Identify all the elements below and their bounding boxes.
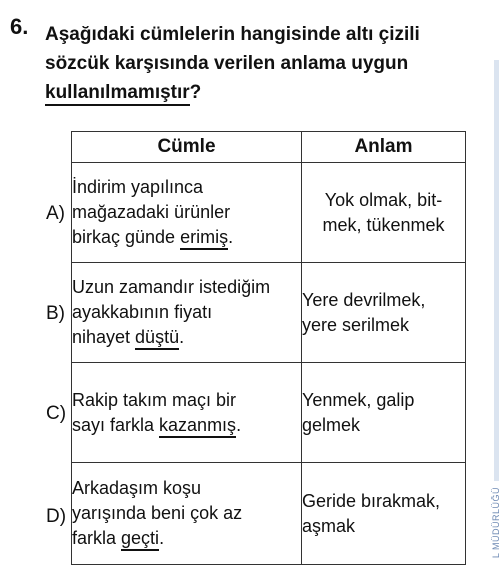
table-row <box>72 163 466 263</box>
table-header-row <box>72 132 466 163</box>
underlined-word-a: erimiş <box>180 227 228 250</box>
underlined-word-c: kazanmış <box>159 415 236 438</box>
meaning-cell-c: Yenmek, galip gelmek <box>302 363 466 463</box>
option-c-label: C) <box>46 403 67 424</box>
meaning-cell-a: Yok olmak, bit- mek, tükenmek <box>302 163 466 263</box>
header-sentence: Cümle <box>72 132 302 163</box>
side-stamp-text: L MÜDÜRLÜĞÜ <box>491 486 501 558</box>
table-row <box>72 363 466 463</box>
option-d-label: D) <box>46 506 67 527</box>
sentence-cell-a: İndirim yapılınca mağazadaki ürünler birkaç günde erimiş. <box>72 163 302 263</box>
table-row <box>72 263 466 363</box>
meaning-cell-b: Yere devrilmek, yere serilmek <box>302 263 466 363</box>
sentence-cell-d: Arkadaşım koşu yarışında beni çok az farkla geçti. <box>72 463 302 565</box>
question-line-2: sözcük karşısında verilen anlama uygun <box>45 53 409 74</box>
question-text <box>45 20 475 107</box>
underlined-word-b: düştü <box>135 327 179 350</box>
question-line-3 <box>45 78 475 107</box>
underlined-word-d: geçti <box>121 528 159 551</box>
side-margin-strip <box>490 60 502 558</box>
question-underlined-word: kullanılmamıştır <box>45 82 190 106</box>
sentence-cell-b: Uzun zamandır istediğim ayakkabının fiyatı nihayet düştü. <box>72 263 302 363</box>
question-mark: ? <box>189 82 202 103</box>
question-number: 6. <box>10 14 29 39</box>
table-row <box>72 463 466 565</box>
question-line-1: Aşağıdaki cümlelerin hangisinde altı çizili <box>45 24 420 45</box>
header-meaning: Anlam <box>302 132 466 163</box>
meaning-cell-d: Geride bırakmak, aşmak <box>302 463 466 565</box>
option-b-label: B) <box>46 303 65 324</box>
answer-table <box>71 131 466 565</box>
sentence-cell-c: Rakip takım maçı bir sayı farkla kazanmış. <box>72 363 302 463</box>
side-bar <box>494 60 499 481</box>
option-a-label: A) <box>46 203 65 224</box>
